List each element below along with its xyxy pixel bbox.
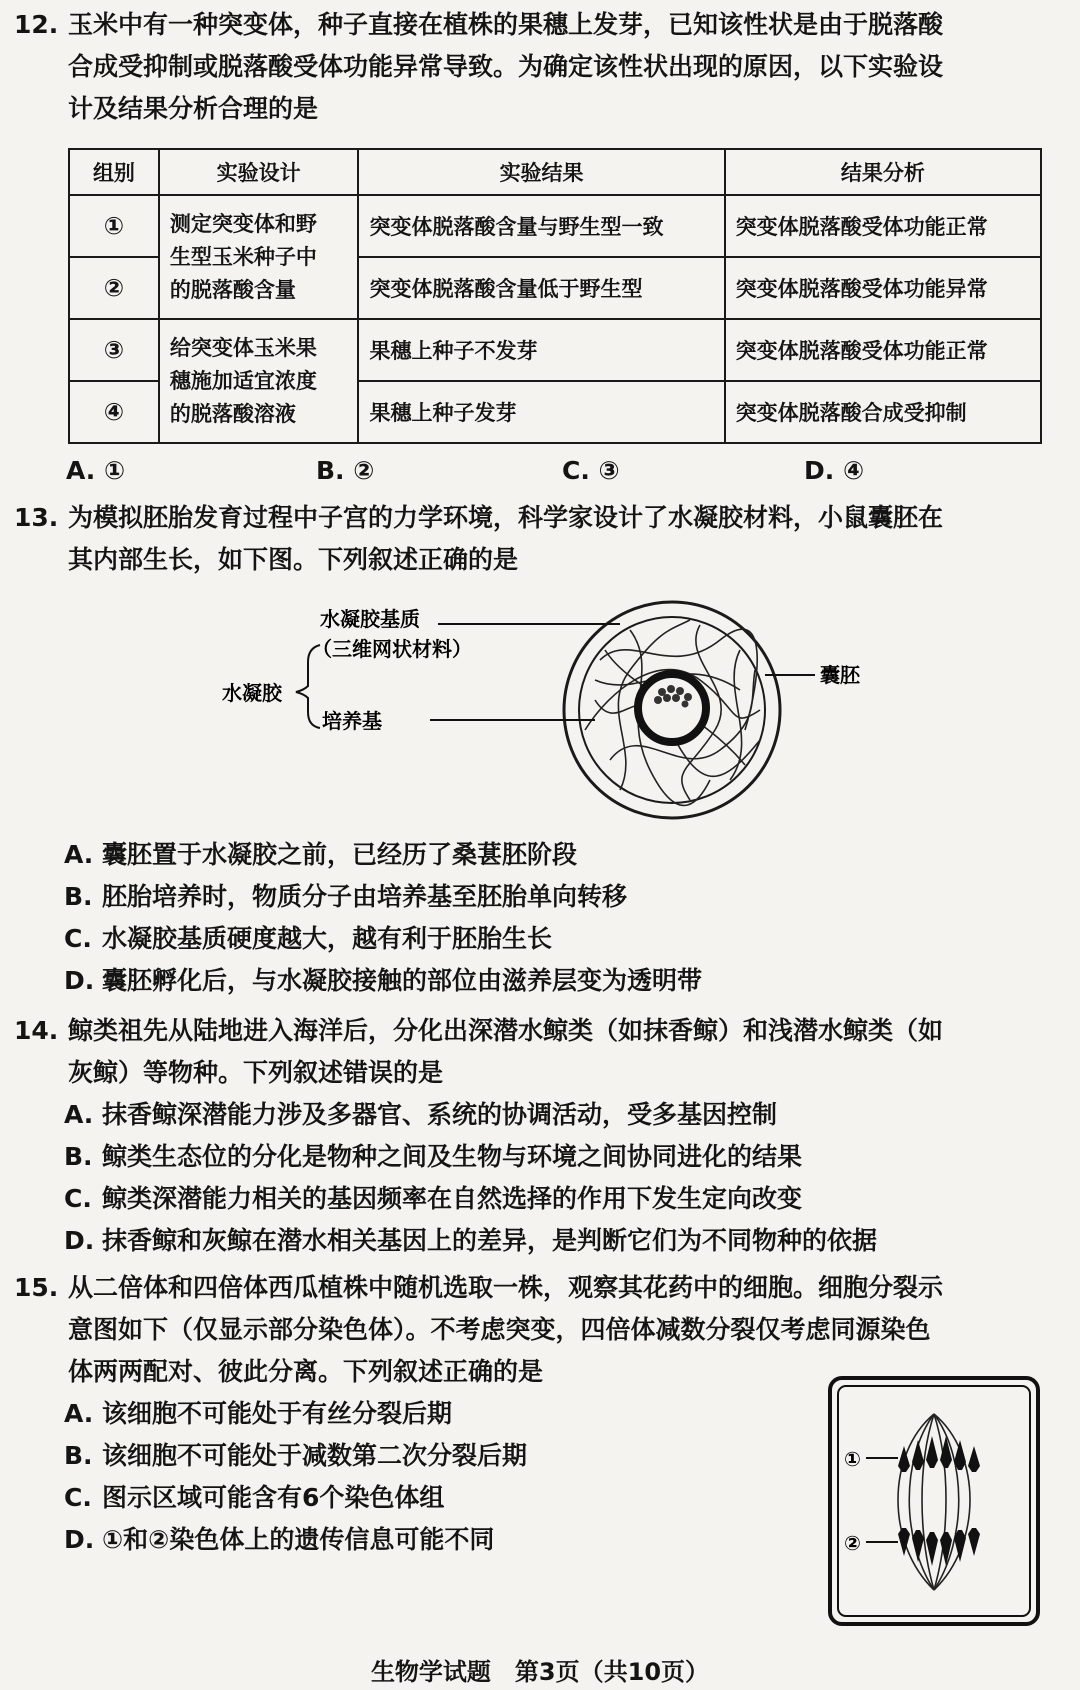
label-hydrogel: 水凝胶 [222,681,282,705]
option-label: D. [64,966,95,995]
header-design: 实验设计 [159,149,359,195]
table-row [69,319,1041,381]
option-text: 该细胞不可能处于有丝分裂后期 [102,1399,453,1428]
result-cell: 突变体脱落酸含量与野生型一致 [358,195,724,257]
option-label: B. [64,1142,93,1171]
result-cell: 突变体脱落酸含量低于野生型 [358,257,724,319]
option-text: 鲸类深潜能力相关的基因频率在自然选择的作用下发生定向改变 [102,1184,803,1213]
experiment-table [68,148,1042,444]
option-label: A. [64,840,94,869]
analysis-cell: 突变体脱落酸受体功能异常 [725,257,1041,319]
group-cell: ④ [69,381,159,443]
option-label: B. [64,882,93,911]
question-13 [14,497,1054,581]
question-12 [14,4,1054,130]
question-stem-line: 计及结果分析合理的是 [68,94,319,123]
question-stem-line: 体两两配对、彼此分离。下列叙述正确的是 [68,1357,544,1386]
option-b[interactable]: B. ② [316,456,375,485]
question-stem-line: 合成受抑制或脱落酸受体功能异常导致。为确定该性状出现的原因，以下实验设 [68,52,944,81]
option-d[interactable] [14,1220,1054,1262]
analysis-cell: 突变体脱落酸合成受抑制 [725,381,1041,443]
question-number: 14. [14,1016,59,1045]
question-stem-line: 鲸类祖先从陆地进入海洋后，分化出深潜水鲸类（如抹香鲸）和浅潜水鲸类（如 [68,1016,944,1045]
option-text: 图示区域可能含有6个染色体组 [102,1483,445,1512]
result-cell: 果穗上种子不发芽 [358,319,724,381]
cell-division-figure [826,1374,1042,1628]
design-cell [159,195,359,319]
question-14 [14,1010,1054,1262]
label-blastocyst: 囊胚 [820,663,860,687]
label-matrix-note: （三维网状材料） [312,637,472,661]
option-label: A. [64,1399,94,1428]
option-a[interactable] [14,834,1054,876]
option-d[interactable]: D. ④ [804,456,865,485]
group-cell: ③ [69,319,159,381]
option-text: 该细胞不可能处于减数第二次分裂后期 [102,1441,528,1470]
option-text: 囊胚孵化后，与水凝胶接触的部位由滋养层变为透明带 [102,966,703,995]
question-stem-line: 意图如下（仅显示部分染色体）。不考虑突变，四倍体减数分裂仅考虑同源染色 [68,1315,931,1344]
option-a[interactable] [14,1094,1054,1136]
option-text: 鲸类生态位的分化是物种之间及生物与环境之间协同进化的结果 [102,1142,803,1171]
analysis-cell: 突变体脱落酸受体功能正常 [725,195,1041,257]
option-label: D. [64,1226,95,1255]
label-hydrogel-matrix: 水凝胶基质 [320,607,420,631]
option-b[interactable] [14,876,1054,918]
design-line: 生型玉米种子中 [169,244,317,269]
question-stem-line: 玉米中有一种突变体，种子直接在植株的果穗上发芽，已知该性状是由于脱落酸 [68,10,944,39]
option-label: D. [64,1525,95,1554]
upper-chromosomes [898,1436,980,1472]
label-chromosome-2: ② [844,1531,861,1555]
option-label: C. [64,1483,92,1512]
option-text: 囊胚置于水凝胶之前，已经历了桑葚胚阶段 [102,840,578,869]
label-chromosome-1: ① [844,1447,861,1471]
question-number: 15. [14,1273,59,1302]
header-group: 组别 [69,149,159,195]
group-cell: ② [69,257,159,319]
option-text: ①和②染色体上的遗传信息可能不同 [102,1525,495,1554]
option-label: B. [64,1441,93,1470]
analysis-cell: 突变体脱落酸受体功能正常 [725,319,1041,381]
question-number: 13. [14,503,59,532]
question-stem-line: 从二倍体和四倍体西瓜植株中随机选取一株，观察其花药中的细胞。细胞分裂示 [68,1273,944,1302]
lower-chromosomes [898,1528,980,1566]
option-a[interactable]: A. ① [66,456,126,485]
option-label: C. [64,1184,92,1213]
design-cell [159,319,359,443]
option-c[interactable] [14,918,1054,960]
question-number: 12. [14,10,59,39]
option-c[interactable]: C. ③ [562,456,620,485]
option-text: 水凝胶基质硬度越大，越有利于胚胎生长 [102,924,553,953]
q13-options [14,834,1054,1002]
option-text: 胚胎培养时，物质分子由培养基至胚胎单向转移 [102,882,628,911]
page-footer: 生物学试题 第3页（共10页） [370,1658,710,1686]
option-label: C. [64,924,92,953]
question-stem-line: 其内部生长，如下图。下列叙述正确的是 [68,545,519,574]
table-row [69,195,1041,257]
result-cell: 果穗上种子发芽 [358,381,724,443]
hydrogel-figure [200,590,920,830]
option-c[interactable] [14,1178,1054,1220]
header-analysis: 结果分析 [725,149,1041,195]
header-result: 实验结果 [358,149,724,195]
question-stem-line: 灰鲸）等物种。下列叙述错误的是 [68,1058,444,1087]
design-line: 的脱落酸溶液 [169,401,296,426]
option-d[interactable] [14,960,1054,1002]
design-line: 测定突变体和野 [169,211,317,236]
label-medium: 培养基 [322,709,382,733]
group-cell: ① [69,195,159,257]
design-line: 给突变体玉米果 [169,335,317,360]
table-header-row [69,149,1041,195]
question-stem-line: 为模拟胚胎发育过程中子宫的力学环境，科学家设计了水凝胶材料，小鼠囊胚在 [68,503,944,532]
option-text: 抹香鲸深潜能力涉及多器官、系统的协调活动，受多基因控制 [102,1100,778,1129]
option-label: A. [64,1100,94,1129]
spindle-fibers [898,1414,970,1590]
design-line: 穗施加适宜浓度 [169,368,317,393]
design-line: 的脱落酸含量 [169,277,296,302]
option-b[interactable] [14,1136,1054,1178]
blastocyst [638,674,706,742]
option-text: 抹香鲸和灰鲸在潜水相关基因上的差异，是判断它们为不同物种的依据 [102,1226,878,1255]
